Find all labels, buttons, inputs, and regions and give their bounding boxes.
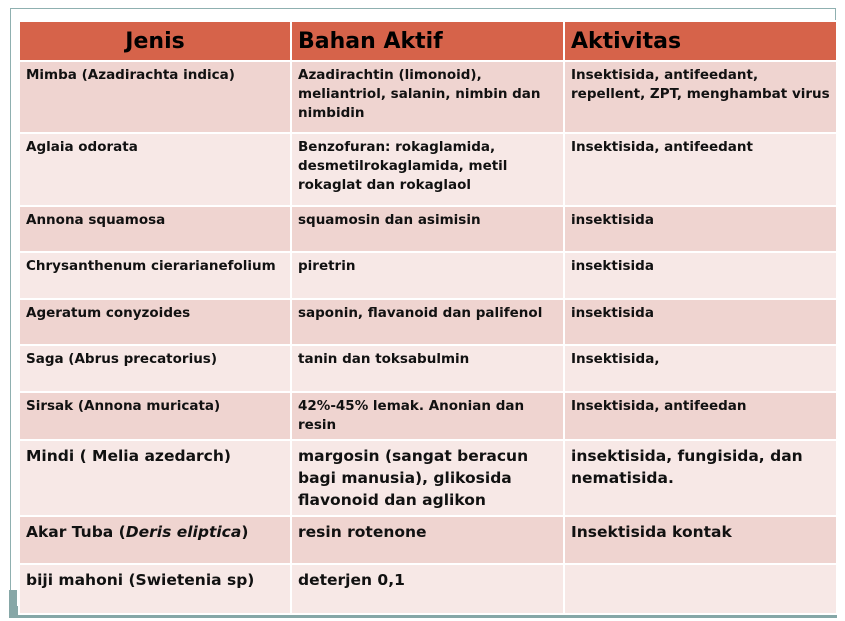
cell-jenis: Chrysanthenum cierarianefolium xyxy=(19,252,291,299)
table-row xyxy=(19,516,837,564)
table-row xyxy=(19,564,837,614)
table-row xyxy=(19,440,837,516)
header-jenis: Jenis xyxy=(19,21,291,61)
table-row xyxy=(19,133,837,206)
cell-jenis: Aglaia odorata xyxy=(19,133,291,206)
cell-aktivitas: insektisida, fungisida, dan nematisida. xyxy=(564,440,837,516)
header-bahan-aktif: Bahan Aktif xyxy=(291,21,564,61)
cell-aktivitas xyxy=(564,564,837,614)
cell-bahan: Benzofuran: rokaglamida, desmetilrokaglamida, metil rokaglat dan rokaglaol xyxy=(291,133,564,206)
table-row xyxy=(19,299,837,345)
table-row xyxy=(19,252,837,299)
cell-bahan: 42%-45% lemak. Anonian dan resin xyxy=(291,392,564,440)
cell-jenis: Mindi ( Melia azedarch) xyxy=(19,440,291,516)
table-header-row xyxy=(19,21,837,61)
cell-aktivitas: insektisida xyxy=(564,252,837,299)
cell-aktivitas: Insektisida, xyxy=(564,345,837,392)
cell-aktivitas: insektisida xyxy=(564,299,837,345)
header-aktivitas: Aktivitas xyxy=(564,21,837,61)
cell-aktivitas: insektisida xyxy=(564,206,837,252)
jenis-italic: Deris eliptica xyxy=(125,523,242,541)
jenis-suffix: ) xyxy=(241,523,249,541)
table-row xyxy=(19,345,837,392)
cell-bahan: tanin dan toksabulmin xyxy=(291,345,564,392)
table-row xyxy=(19,61,837,133)
cell-jenis: Saga (Abrus precatorius) xyxy=(19,345,291,392)
jenis-prefix: Akar Tuba ( xyxy=(26,523,126,541)
cell-bahan: piretrin xyxy=(291,252,564,299)
cell-aktivitas: Insektisida kontak xyxy=(564,516,837,564)
cell-jenis: Sirsak (Annona muricata) xyxy=(19,392,291,440)
cell-aktivitas: Insektisida, antifeedant, repellent, ZPT, menghambat virus xyxy=(564,61,837,133)
pesticide-table xyxy=(18,20,838,615)
cell-aktivitas: Insektisida, antifeedan xyxy=(564,392,837,440)
cell-bahan: saponin, flavanoid dan palifenol xyxy=(291,299,564,345)
cell-bahan: Azadirachtin (limonoid), meliantriol, salanin, nimbin dan nimbidin xyxy=(291,61,564,133)
cell-bahan: deterjen 0,1 xyxy=(291,564,564,614)
cell-bahan: margosin (sangat beracun bagi manusia), glikosida flavonoid dan aglikon xyxy=(291,440,564,516)
cell-jenis xyxy=(19,516,291,564)
cell-jenis: Annona squamosa xyxy=(19,206,291,252)
cell-jenis: biji mahoni (Swietenia sp) xyxy=(19,564,291,614)
cell-aktivitas: Insektisida, antifeedant xyxy=(564,133,837,206)
cell-bahan: squamosin dan asimisin xyxy=(291,206,564,252)
cell-bahan: resin rotenone xyxy=(291,516,564,564)
table-row xyxy=(19,206,837,252)
table-row xyxy=(19,392,837,440)
cell-jenis: Ageratum conyzoides xyxy=(19,299,291,345)
cell-jenis: Mimba (Azadirachta indica) xyxy=(19,61,291,133)
